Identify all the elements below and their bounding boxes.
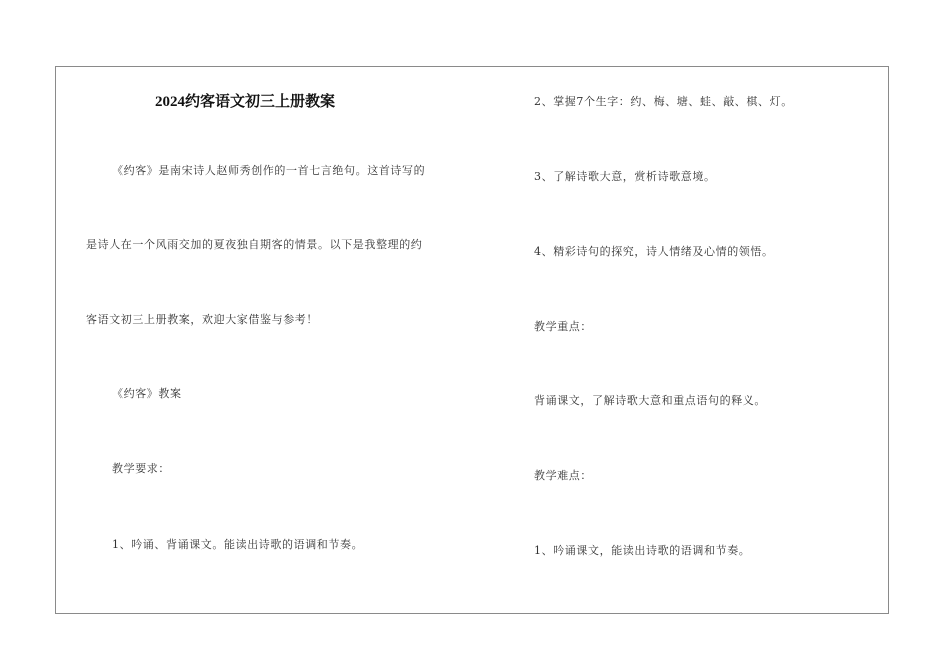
requirement-item-2: 2、掌握7个生字：约、梅、塘、蛙、敲、棋、灯。 [534, 95, 793, 108]
intro-line-1: 《约客》是南宋诗人赵师秀创作的一首七言绝句。这首诗写的 [112, 164, 426, 177]
teaching-difficulty-heading: 教学难点： [534, 469, 592, 482]
lesson-plan-heading: 《约客》教案 [112, 387, 182, 400]
teaching-difficulty-text: 1、吟诵课文，能读出诗歌的语调和节奏。 [534, 544, 751, 557]
requirement-item-4: 4、精彩诗句的探究，诗人情绪及心情的领悟。 [534, 245, 774, 258]
requirement-item-1: 1、吟诵、背诵课文。能读出诗歌的语调和节奏。 [112, 538, 364, 551]
document-title: 2024约客语文初三上册教案 [155, 94, 336, 110]
teaching-requirements-heading: 教学要求： [112, 462, 170, 475]
teaching-focus-text: 背诵课文，了解诗歌大意和重点语句的释义。 [534, 394, 766, 407]
teaching-focus-heading: 教学重点： [534, 320, 592, 333]
intro-line-3: 客语文初三上册教案，欢迎大家借鉴与参考！ [86, 313, 318, 326]
requirement-item-3: 3、了解诗歌大意，赏析诗歌意境。 [534, 170, 716, 183]
page-frame [55, 66, 889, 614]
intro-line-2: 是诗人在一个风雨交加的夏夜独自期客的情景。以下是我整理的约 [86, 238, 423, 251]
